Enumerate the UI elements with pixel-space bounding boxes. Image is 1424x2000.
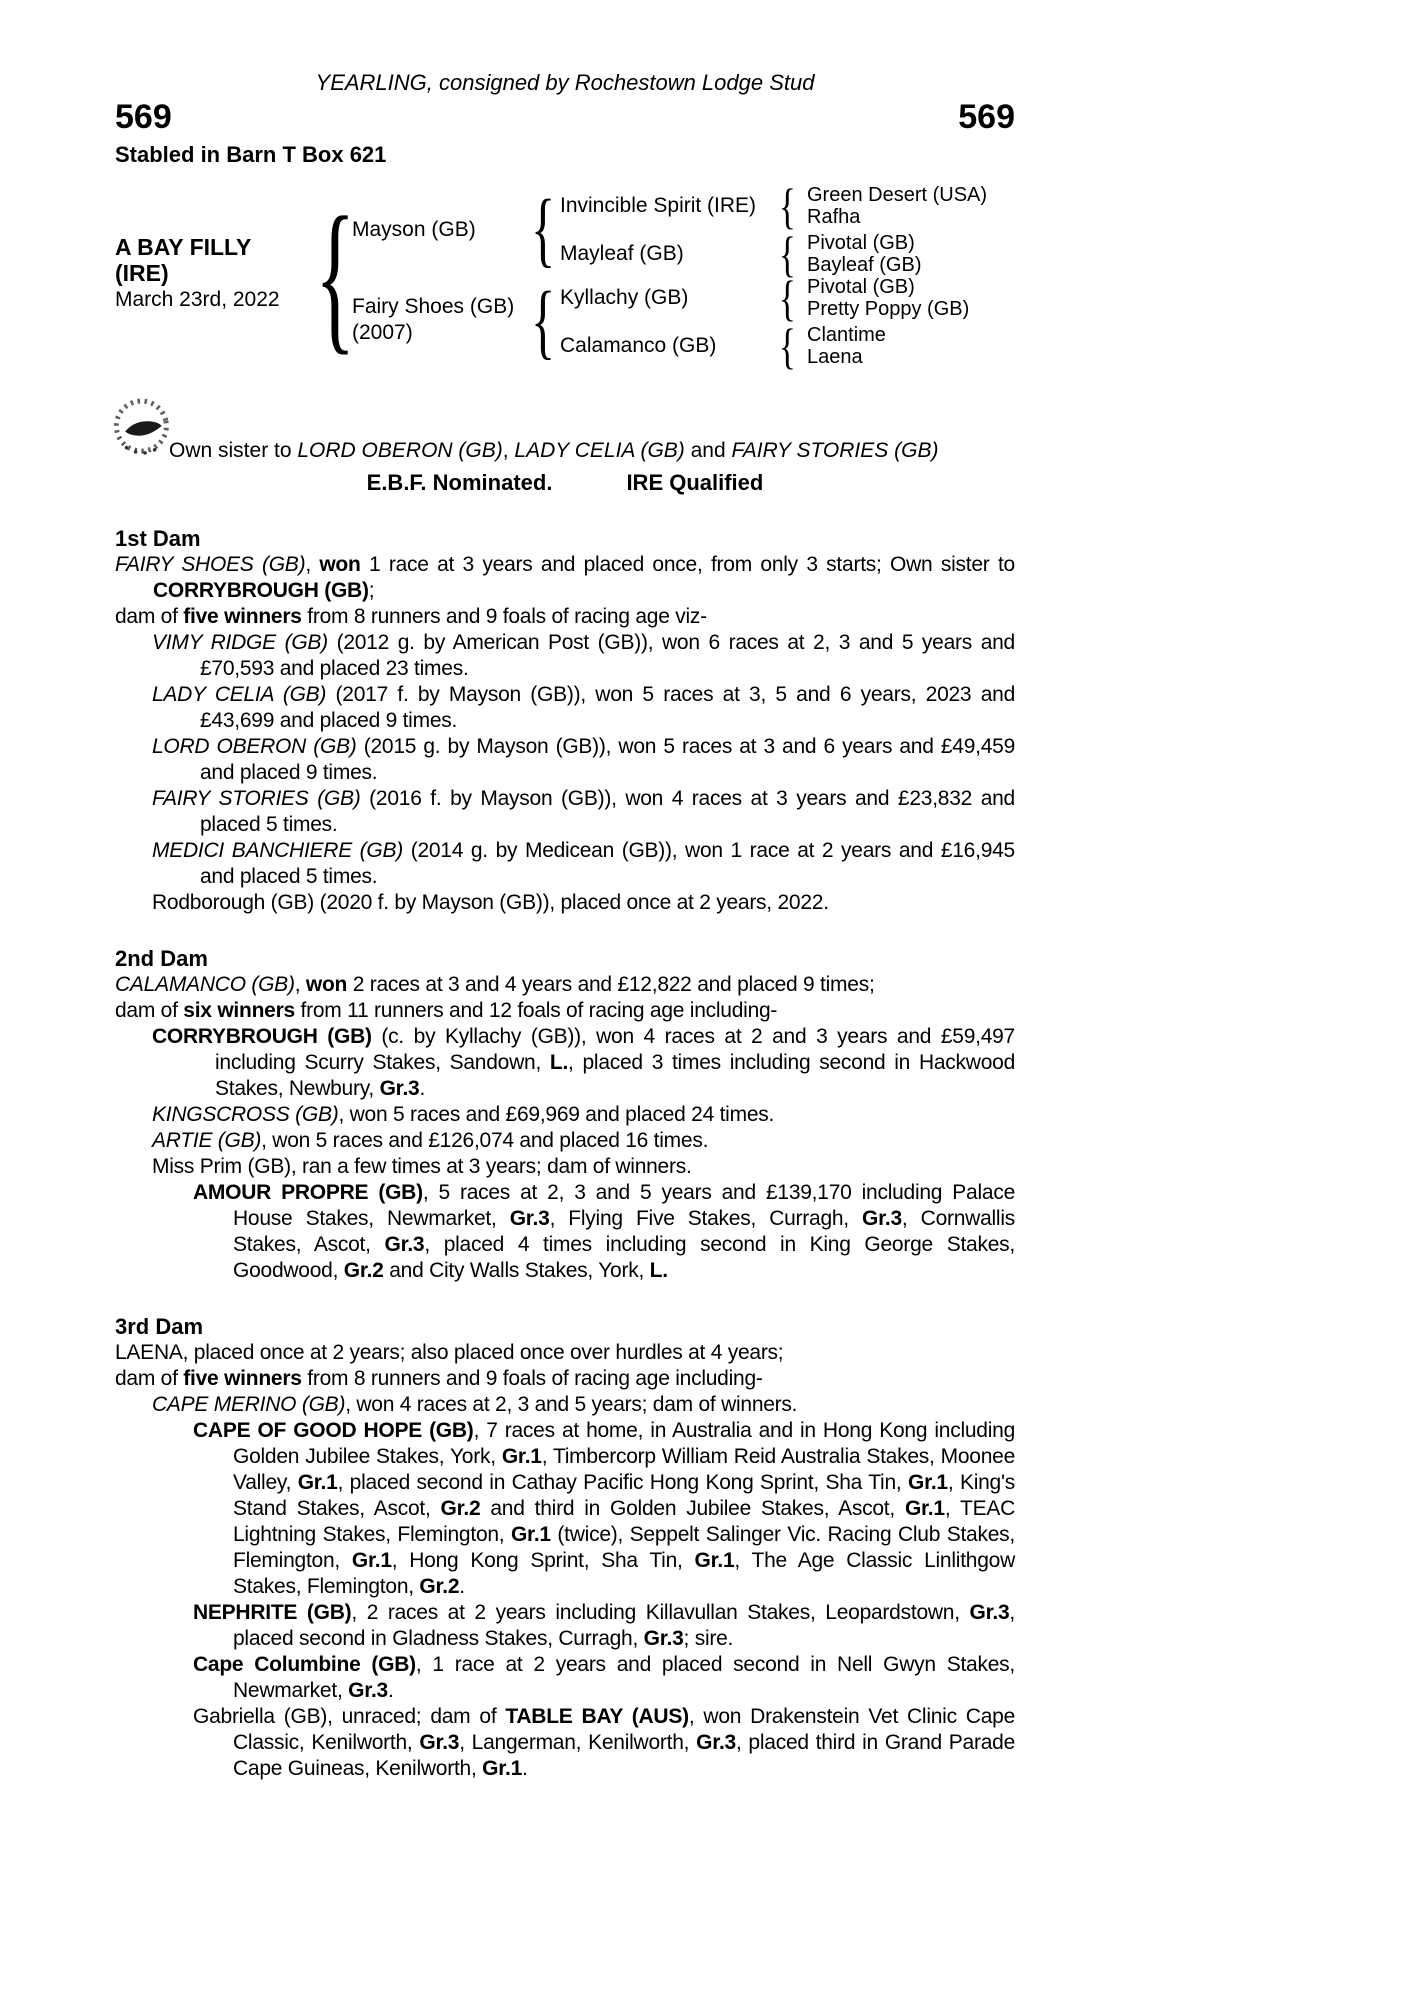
text-segment: Gr.1	[907, 1471, 948, 1494]
consignment-header: YEARLING, consigned by Rochestown Lodge Stud	[315, 70, 815, 95]
text-segment: Gr.1	[904, 1497, 945, 1520]
pedigree-sire-sire: Invincible Spirit (IRE)	[560, 194, 757, 217]
text-segment: , The Age Classic Linlithgow Stakes, Flemington,	[233, 1549, 1015, 1598]
catalogue-page	[115, 70, 1015, 1782]
subject-name-line2: (IRE)	[115, 260, 169, 286]
text-segment: FAIRY STORIES (GB)	[731, 439, 939, 462]
pedigree-gen4-name: Pivotal (GB)	[807, 232, 915, 254]
text-segment: FAIRY SHOES (GB)	[115, 553, 306, 576]
text-segment: Gr.1	[510, 1523, 551, 1546]
catalogue-paragraph	[115, 1340, 1015, 1366]
text-segment: AMOUR PROPRE (GB)	[193, 1181, 423, 1204]
text-segment: NEPHRITE (GB)	[193, 1601, 352, 1624]
text-segment: (2016 f. by Mayson (GB)), won 4 races at 3 years and £23,832 and placed 5 times.	[200, 787, 1015, 836]
text-segment: LADY CELIA (GB)	[514, 439, 685, 462]
text-segment: six winners	[183, 999, 295, 1022]
text-segment: Gr.1	[351, 1549, 392, 1572]
text-segment: dam of	[115, 1367, 184, 1390]
text-segment: CAPE MERINO (GB)	[152, 1393, 346, 1416]
text-segment: Gr.3	[348, 1679, 388, 1702]
lot-number-left: 569	[115, 98, 172, 136]
text-segment: , TEAC Lightning Stakes, Flemington,	[233, 1497, 1015, 1546]
text-segment: , won 5 races and £126,074 and placed 16 times.	[261, 1129, 709, 1152]
third-dam-paragraphs	[115, 1340, 1015, 1782]
lot-number-row	[115, 100, 1015, 134]
section-third-dam	[115, 1314, 1015, 1782]
text-segment: Gr.3	[862, 1207, 902, 1230]
text-segment: .	[522, 1757, 528, 1780]
text-segment: Gr.1	[501, 1445, 542, 1468]
text-segment: (c. by Kyllachy (GB)), won 4 races at 2 and 3 years and £59,497 including Scurry Stakes, Sandown,	[215, 1025, 1015, 1074]
catalogue-paragraph	[115, 1024, 1015, 1102]
catalogue-paragraph	[115, 1652, 1015, 1704]
pedigree-sire-dam: Mayleaf (GB)	[560, 242, 684, 265]
text-segment: from 8 runners and 9 foals of racing age viz-	[301, 605, 707, 628]
catalogue-paragraph	[115, 838, 1015, 890]
catalogue-paragraph	[115, 1102, 1015, 1128]
text-segment: dam of	[115, 999, 184, 1022]
pedigree-brace	[779, 321, 796, 371]
text-segment: ;	[368, 579, 375, 602]
text-segment: Gr.2	[343, 1259, 384, 1282]
catalogue-paragraph	[115, 1180, 1015, 1284]
catalogue-paragraph	[115, 1600, 1015, 1652]
text-segment: from 11 runners and 12 foals of racing age including-	[294, 999, 778, 1022]
text-segment: from 8 runners and 9 foals of racing age including-	[301, 1367, 763, 1390]
stabling-location: Stabled in Barn T Box 621	[115, 142, 387, 167]
pedigree-brace	[315, 192, 355, 360]
text-segment: , won 5 races and £69,969 and placed 24 times.	[338, 1103, 775, 1126]
text-segment: Cape Columbine (GB)	[193, 1653, 416, 1676]
text-segment: CALAMANCO (GB)	[115, 973, 295, 996]
section-heading: 2nd Dam	[115, 946, 208, 971]
pedigree-brace	[779, 273, 796, 323]
section-heading: 3rd Dam	[115, 1314, 204, 1339]
text-segment: CORRYBROUGH (GB)	[152, 1025, 372, 1048]
text-segment: Gr.3	[509, 1207, 550, 1230]
text-segment: dam of	[115, 605, 184, 628]
pedigree-gen4-name: Pivotal (GB)	[807, 276, 915, 298]
text-segment: five winners	[183, 605, 302, 628]
section-heading: 1st Dam	[115, 526, 201, 551]
text-segment: Gr.3	[696, 1731, 736, 1754]
catalogue-paragraph	[115, 630, 1015, 682]
text-segment: (2015 g. by Mayson (GB)), won 5 races at 3 and 6 years and £49,459 and placed 9 times.	[200, 735, 1016, 784]
text-segment: Gr.1	[297, 1471, 338, 1494]
own-sister-note	[169, 438, 938, 464]
text-segment: LAENA, placed once at 2 years; also placed once over hurdles at 4 years;	[115, 1341, 784, 1364]
text-segment: L.	[549, 1051, 569, 1074]
text-segment: L.	[649, 1259, 668, 1282]
text-segment: , 1 race at 2 years and placed second in Nell Gwyn Stakes, Newmarket,	[233, 1653, 1015, 1702]
text-segment: , Hong Kong Sprint, Sha Tin,	[391, 1549, 695, 1572]
text-segment: 2 races at 3 and 4 years and £12,822 and placed 9 times;	[347, 973, 875, 996]
pedigree-sire-name: Mayson (GB)	[352, 218, 476, 241]
pedigree-gen4-name: Bayleaf (GB)	[807, 254, 922, 276]
text-segment: won	[305, 973, 348, 996]
text-segment: CAPE OF GOOD HOPE (GB)	[193, 1419, 474, 1442]
text-segment: Gr.3	[643, 1627, 684, 1650]
second-dam-paragraphs	[115, 972, 1015, 1284]
text-segment: Miss Prim (GB), ran a few times at 3 years; dam of winners.	[152, 1155, 692, 1178]
text-segment: Gr.3	[379, 1077, 420, 1100]
text-segment: , won Drakenstein Vet Clinic Cape Classic, Kenilworth,	[233, 1705, 1016, 1754]
text-segment: ,	[502, 439, 515, 462]
catalogue-paragraph	[115, 604, 1015, 630]
pedigree-gen4-name: Laena	[807, 346, 863, 368]
catalogue-paragraph	[115, 1128, 1015, 1154]
catalogue-paragraph	[115, 972, 1015, 998]
text-segment: Gr.1	[694, 1549, 735, 1572]
first-dam-paragraphs	[115, 552, 1015, 916]
text-segment: , Cornwallis Stakes, Ascot,	[233, 1207, 1016, 1256]
catalogue-paragraph	[115, 734, 1015, 786]
catalogue-paragraph	[115, 1392, 1015, 1418]
text-segment: , placed 4 times including second in King George Stakes, Goodwood,	[233, 1233, 1015, 1282]
pedigree-tree	[115, 184, 1015, 376]
catalogue-paragraph	[115, 1418, 1015, 1600]
section-first-dam	[115, 526, 1015, 916]
text-segment: .	[387, 1679, 394, 1702]
text-segment: FAIRY STORIES (GB)	[152, 787, 361, 810]
text-segment: , Flying Five Stakes, Curragh,	[549, 1207, 863, 1230]
qualification-row	[115, 470, 1015, 496]
text-segment: , 7 races at home, in Australia and in Hong Kong including Golden Jubilee Stakes, York,	[233, 1419, 1016, 1468]
pedigree-dam-year: (2007)	[352, 321, 413, 344]
text-segment: , Langerman, Kenilworth,	[459, 1731, 697, 1754]
text-segment: and third in Golden Jubilee Stakes, Ascot,	[480, 1497, 905, 1520]
text-segment: (2017 f. by Mayson (GB)), won 5 races at 3, 5 and 6 years, 2023 and £43,699 and placed 9 times.	[200, 683, 1016, 732]
text-segment: , placed 3 times including second in Hackwood Stakes, Newbury,	[215, 1051, 1015, 1100]
text-segment: LORD OBERON (GB)	[297, 439, 503, 462]
text-segment: Gabriella (GB), unraced; dam of	[193, 1705, 506, 1728]
text-segment: Gr.3	[384, 1233, 425, 1256]
pedigree-gen4-name: Green Desert (USA)	[807, 184, 988, 206]
own-sister-row	[115, 394, 1015, 464]
catalogue-paragraph	[115, 682, 1015, 734]
text-segment: CORRYBROUGH (GB)	[153, 579, 369, 602]
text-segment: LORD OBERON (GB)	[152, 735, 357, 758]
consignor-stamp-icon	[109, 394, 175, 464]
text-segment: five winners	[183, 1367, 302, 1390]
text-segment: ARTIE (GB)	[152, 1129, 262, 1152]
lot-number-right: 569	[958, 98, 1015, 136]
text-segment: , Timbercorp William Reid Australia Stakes, Moonee Valley,	[233, 1445, 1016, 1494]
pedigree-brace	[531, 188, 555, 272]
text-segment: .	[459, 1575, 465, 1598]
text-segment: MEDICI BANCHIERE (GB)	[152, 839, 403, 862]
pedigree-brace	[779, 181, 796, 231]
pedigree-brace	[531, 280, 555, 364]
text-segment: and City Walls Stakes, York,	[383, 1259, 650, 1282]
ire-qualified-label: IRE Qualified	[626, 470, 764, 495]
section-second-dam	[115, 946, 1015, 1284]
text-segment: ,	[305, 553, 320, 576]
pedigree-dam-dam: Calamanco (GB)	[560, 334, 717, 357]
text-segment: won	[319, 553, 361, 576]
text-segment: , won 4 races at 2, 3 and 5 years; dam of winners.	[345, 1393, 798, 1416]
text-segment: (2012 g. by American Post (GB)), won 6 races at 2, 3 and 5 years and £70,593 and placed 23 times.	[200, 631, 1015, 680]
catalogue-paragraph	[115, 1704, 1015, 1782]
text-segment: TABLE BAY (AUS)	[505, 1705, 689, 1728]
text-segment: Gr.3	[419, 1731, 460, 1754]
text-segment: Rodborough (GB) (2020 f. by Mayson (GB)), placed once at 2 years, 2022.	[152, 891, 829, 914]
catalogue-paragraph	[115, 998, 1015, 1024]
text-segment: Gr.1	[482, 1757, 523, 1780]
text-segment: , placed third in Grand Parade Cape Guineas, Kenilworth,	[233, 1731, 1016, 1780]
catalogue-paragraph	[115, 1154, 1015, 1180]
text-segment: , 5 races at 2, 3 and 5 years and £139,170 including Palace House Stakes, Newmarket,	[233, 1181, 1015, 1230]
pedigree-dam-name: Fairy Shoes (GB)	[352, 295, 515, 318]
text-segment: Gr.2	[419, 1575, 460, 1598]
text-segment: , King's Stand Stakes, Ascot,	[233, 1471, 1015, 1520]
ebf-nominated-label: E.B.F. Nominated.	[366, 470, 553, 495]
pedigree-gen4-name: Clantime	[807, 324, 886, 346]
pedigree-gen4-name: Rafha	[807, 206, 861, 228]
text-segment: KINGSCROSS (GB)	[152, 1103, 339, 1126]
text-segment: , 2 races at 2 years including Killavullan Stakes, Leopardstown,	[351, 1601, 970, 1624]
text-segment: and	[684, 439, 732, 462]
text-segment: VIMY RIDGE (GB)	[152, 631, 328, 654]
text-segment: Gr.2	[440, 1497, 481, 1520]
text-segment: .	[419, 1077, 426, 1100]
catalogue-paragraph	[115, 890, 1015, 916]
text-segment: Gr.3	[969, 1601, 1010, 1624]
subject-foaling-date: March 23rd, 2022	[115, 288, 280, 311]
text-segment: , placed second in Cathay Pacific Hong Kong Sprint, Sha Tin,	[337, 1471, 908, 1494]
subject-name-line1: A BAY FILLY	[115, 234, 252, 260]
text-segment: (twice), Seppelt Salinger Vic. Racing Club Stakes, Flemington,	[233, 1523, 1016, 1572]
catalogue-paragraph	[115, 1366, 1015, 1392]
text-segment: 1 race at 3 years and placed once, from only 3 starts; Own sister to	[360, 553, 1015, 576]
text-segment: ; sire.	[683, 1627, 734, 1650]
text-segment: LADY CELIA (GB)	[152, 683, 327, 706]
text-segment: (2014 g. by Medicean (GB)), won 1 race at 2 years and £16,945 and placed 5 times.	[200, 839, 1015, 888]
pedigree-gen4-name: Pretty Poppy (GB)	[807, 298, 970, 320]
pedigree-dam-sire: Kyllachy (GB)	[560, 286, 689, 309]
text-segment: Own sister to	[169, 439, 298, 462]
catalogue-paragraph	[115, 786, 1015, 838]
text-segment: , placed second in Gladness Stakes, Curragh,	[233, 1601, 1015, 1650]
catalogue-paragraph	[115, 552, 1015, 604]
text-segment: ,	[294, 973, 306, 996]
